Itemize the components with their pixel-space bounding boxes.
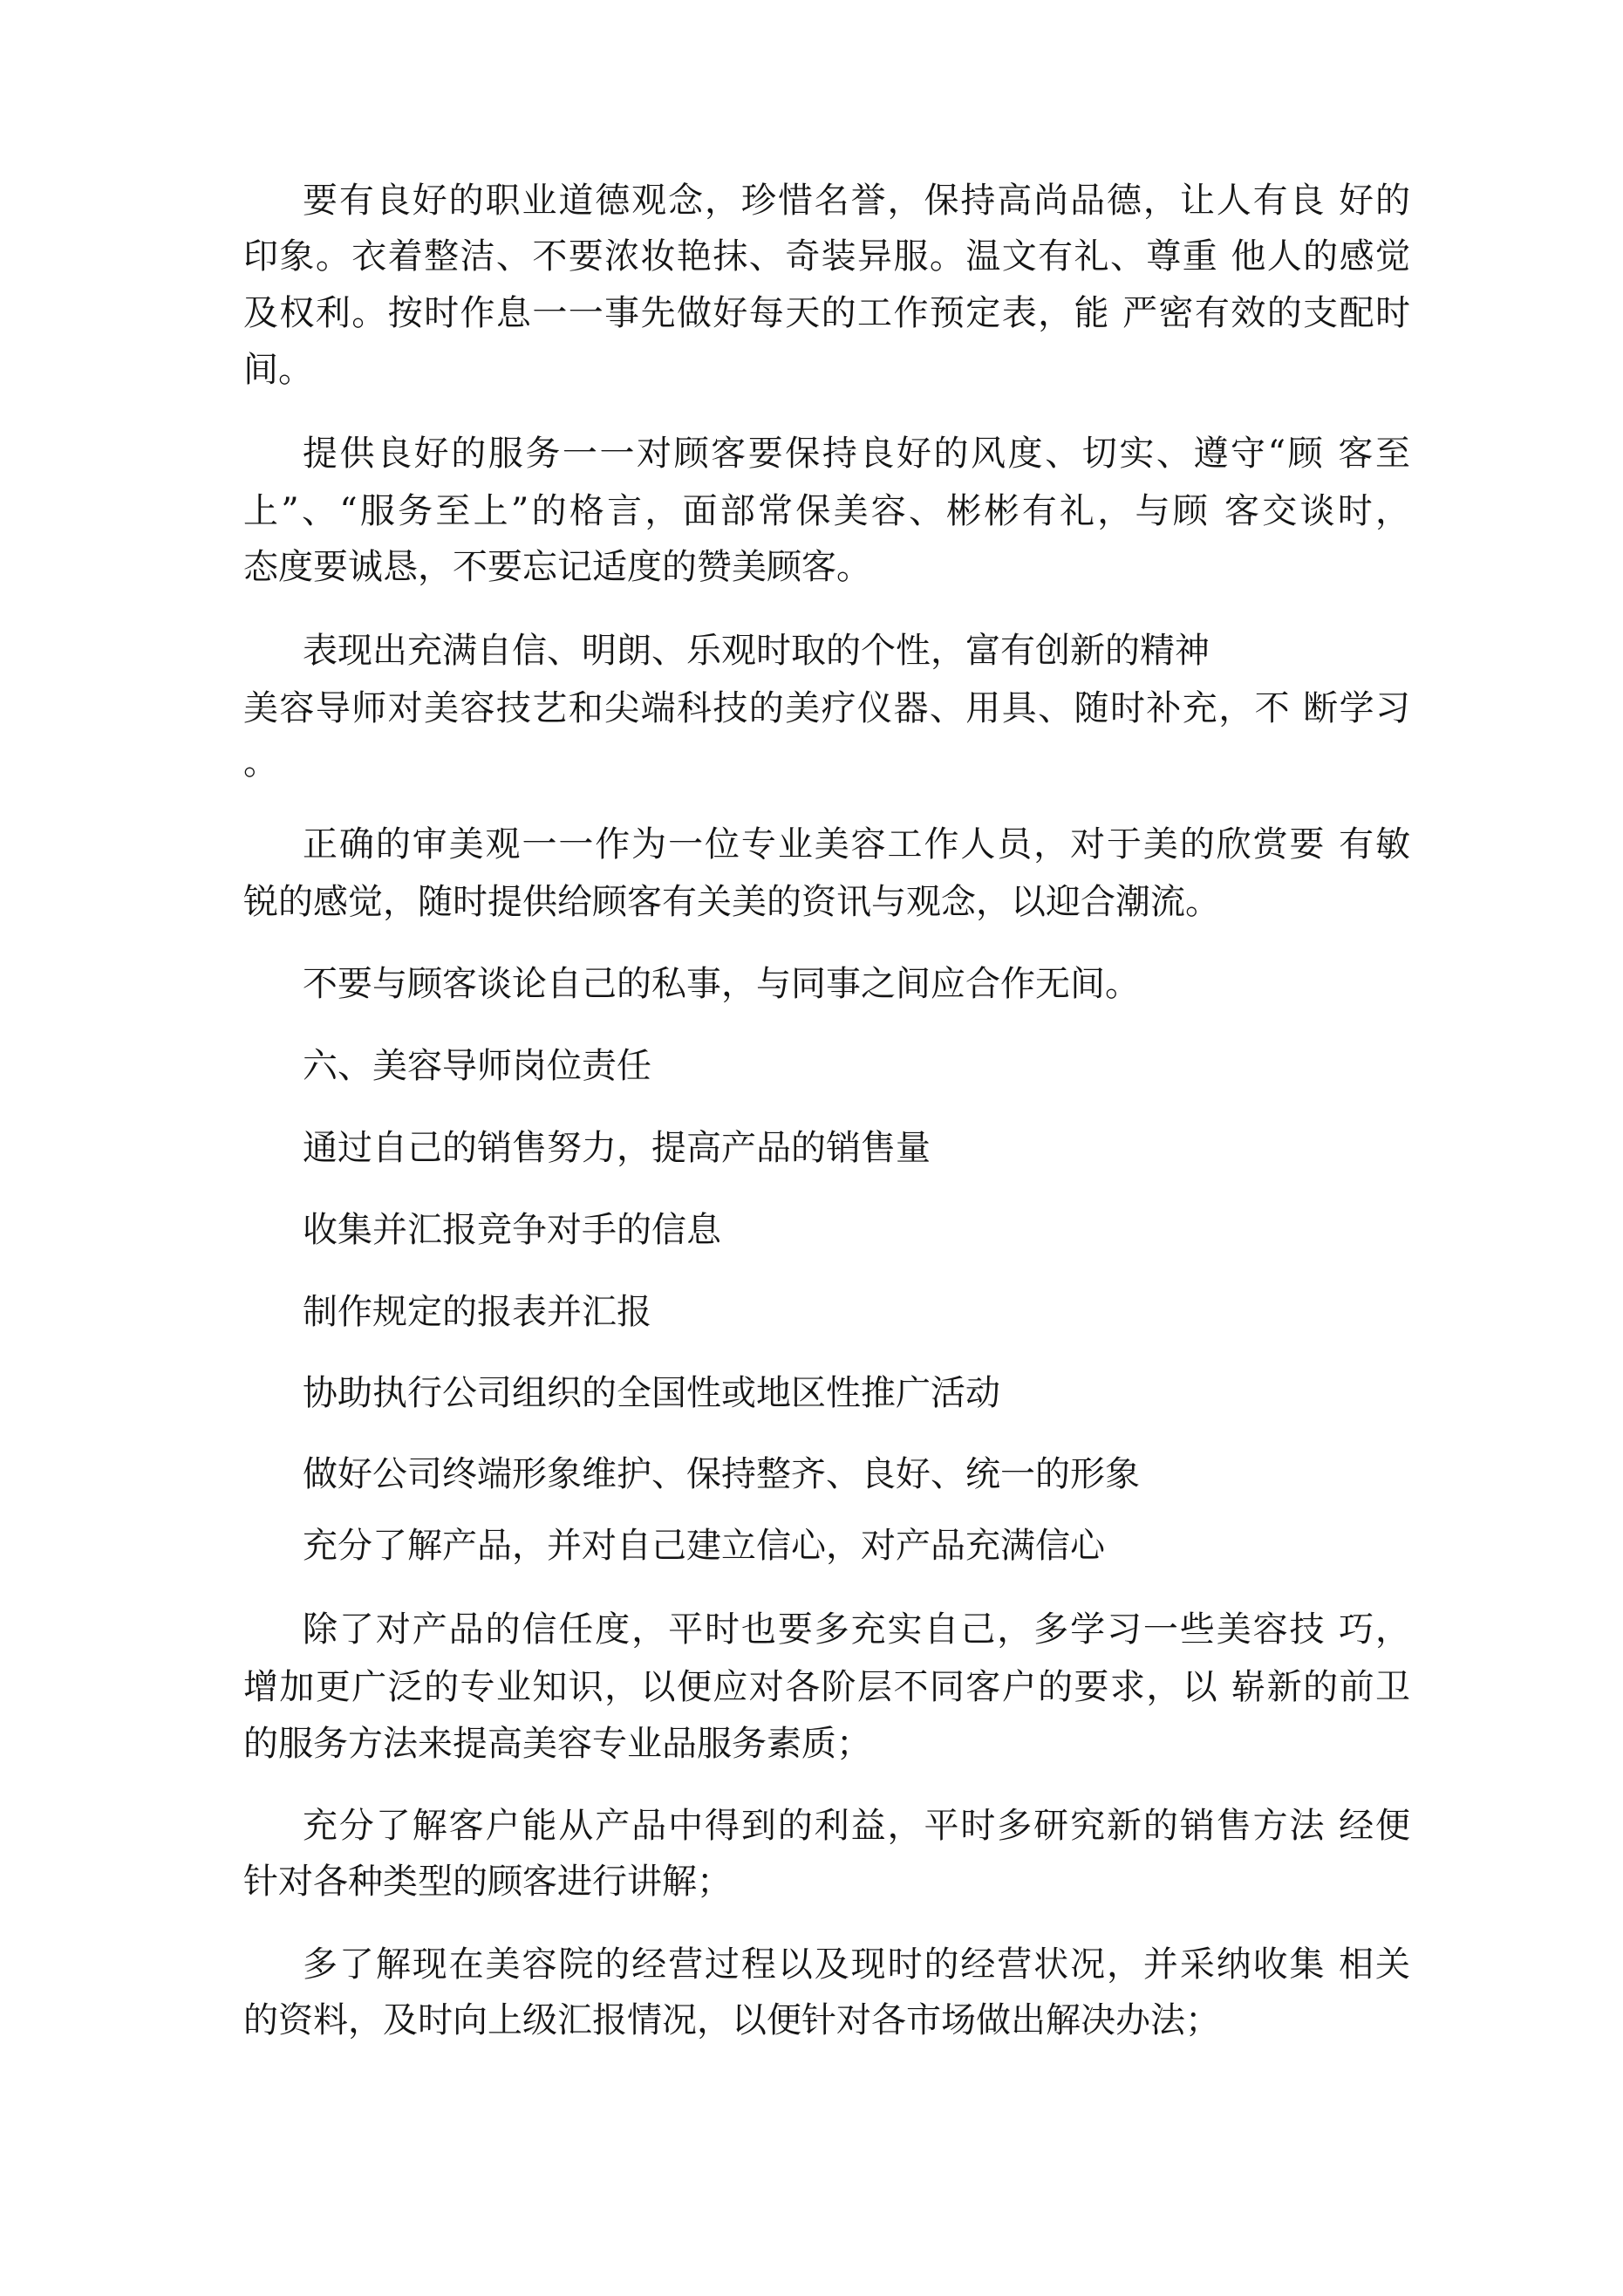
paragraph-14-line-2: 针对各种类型的顾客进行讲解； (243, 1862, 732, 1902)
paragraph-5: 不要与顾客谈论自己的私事，与同事之间应合作无间。 (303, 964, 1140, 1004)
list-item-5: 做好公司终端形象维护、保持整齐、良好、统一的形象 (303, 1454, 1140, 1494)
paragraph-15-line-2: 的资料，及时向上级汇报情况，以便针对各市场做出解决办法； (243, 2000, 1220, 2040)
paragraph-1-line-3: 及权利。按时作息一一事先做好每天的工作预定表，能 严密有效的支配时 (243, 293, 1410, 333)
list-item-2: 收集并汇报竞争对手的信息 (303, 1210, 721, 1250)
section-heading: 六、美容导师岗位责任 (303, 1046, 651, 1086)
list-item-3: 制作规定的报表并汇报 (303, 1292, 651, 1332)
paragraph-4-line-2: 锐的感觉，随时提供给顾客有关美的资讯与观念，以迎合潮流。 (243, 882, 1220, 922)
paragraph-3-line-1: 表现出充满自信、明朗、乐观时取的个性，富有创新的精神 (303, 631, 1210, 671)
paragraph-3-line-3: 。 (243, 742, 278, 782)
paragraph-2-line-2: 上”、“服务至上”的格言，面部常保美容、彬彬有礼，与顾 客交谈时， (243, 491, 1410, 531)
paragraph-1-line-2: 印象。衣着整洁、不要浓妆艳抹、奇装异服。温文有礼、尊重 他人的感觉 (243, 236, 1410, 277)
paragraph-1-line-4: 间。 (243, 350, 313, 390)
paragraph-13-line-2: 增加更广泛的专业知识，以便应对各阶层不同客户的要求，以 崭新的前卫 (243, 1667, 1410, 1707)
paragraph-13-line-3: 的服务方法来提高美容专业品服务素质； (243, 1724, 871, 1764)
paragraph-4-line-1: 正确的审美观一一作为一位专业美容工作人员，对于美的欣赏要 有敏 (303, 824, 1410, 864)
paragraph-2-line-1: 提供良好的服务一一对顾客要保持良好的风度、切实、遵守“顾 客至 (303, 434, 1410, 474)
paragraph-14-line-1: 充分了解客户能从产品中得到的利益，平时多研究新的销售方法 经便 (303, 1806, 1410, 1846)
paragraph-15-line-1: 多了解现在美容院的经营过程以及现时的经营状况，并采纳收集 相关 (303, 1944, 1410, 1985)
list-item-6: 充分了解产品，并对自己建立信心，对产品充满信心 (303, 1526, 1105, 1566)
list-item-4: 协助执行公司组织的全国性或地区性推广活动 (303, 1373, 1000, 1413)
paragraph-13-line-1: 除了对产品的信任度，平时也要多充实自己，多学习一些美容技 巧， (303, 1609, 1410, 1650)
paragraph-1-line-1: 要有良好的职业道德观念，珍惜名誉，保持高尚品德，让人有良 好的 (303, 181, 1410, 221)
list-item-1: 通过自己的销售努力，提高产品的销售量 (303, 1128, 931, 1168)
paragraph-2-line-3: 态度要诚恳，不要忘记适度的赞美顾客。 (243, 547, 871, 587)
paragraph-3-line-2: 美容导师对美容技艺和尖端科技的美疗仪器、用具、随时补充，不 断学习 (243, 688, 1410, 728)
